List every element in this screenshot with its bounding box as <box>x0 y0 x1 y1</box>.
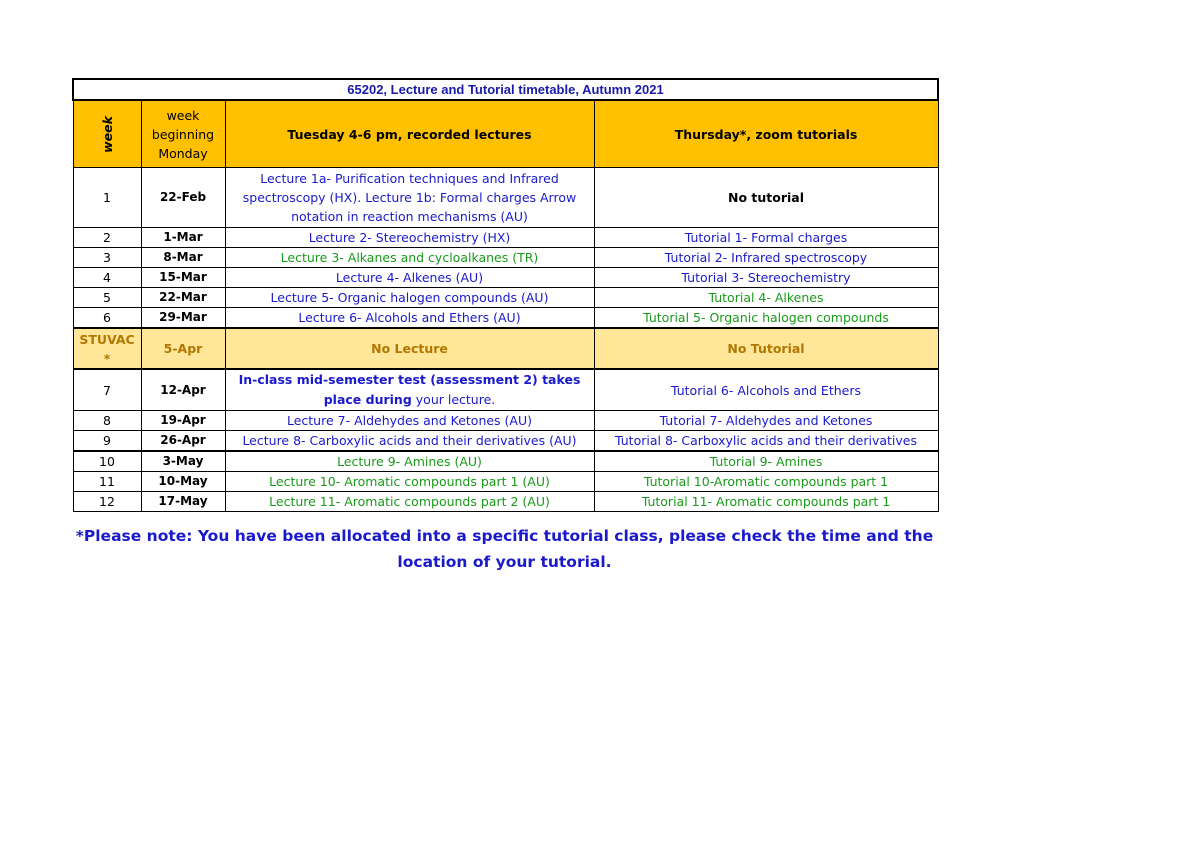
table-row <box>73 288 938 308</box>
table-row <box>73 492 938 512</box>
week-date: 1-Mar <box>141 228 225 248</box>
tutorial-cell: Tutorial 4- Alkenes <box>594 288 938 308</box>
lecture-cell: No Lecture <box>225 328 594 369</box>
lecture-cell: Lecture 11- Aromatic compounds part 2 (AU) <box>225 492 594 512</box>
test-notice-bold: In-class mid-semester test (assessment 2) takes place during <box>238 372 581 407</box>
week-date: 22-Feb <box>141 168 225 228</box>
week-date: 3-May <box>141 451 225 472</box>
lecture-cell: Lecture 5- Organic halogen compounds (AU) <box>225 288 594 308</box>
week-number: STUVAC * <box>73 328 141 369</box>
header-tuesday: Tuesday 4-6 pm, recorded lectures <box>225 100 594 168</box>
tutorial-cell: Tutorial 8- Carboxylic acids and their derivatives <box>594 431 938 452</box>
stuvac-row <box>73 328 938 369</box>
tutorial-cell: Tutorial 9- Amines <box>594 451 938 472</box>
tutorial-cell: Tutorial 2- Infrared spectroscopy <box>594 248 938 268</box>
table-row <box>73 228 938 248</box>
week-number: 1 <box>73 168 141 228</box>
table-row <box>73 411 938 431</box>
table-row <box>73 472 938 492</box>
week-date: 8-Mar <box>141 248 225 268</box>
tutorial-cell: Tutorial 10-Aromatic compounds part 1 <box>594 472 938 492</box>
table-row <box>73 308 938 329</box>
table-row <box>73 248 938 268</box>
week-date: 15-Mar <box>141 268 225 288</box>
tutorial-cell: Tutorial 11- Aromatic compounds part 1 <box>594 492 938 512</box>
week-date: 5-Apr <box>141 328 225 369</box>
test-notice-rest: your lecture. <box>411 392 496 407</box>
timetable-title: 65202, Lecture and Tutorial timetable, Autumn 2021 <box>73 79 938 100</box>
title-row <box>73 79 938 100</box>
week-number: 3 <box>73 248 141 268</box>
header-thursday: Thursday*, zoom tutorials <box>594 100 938 168</box>
lecture-cell: Lecture 8- Carboxylic acids and their derivatives (AU) <box>225 431 594 452</box>
week-date: 19-Apr <box>141 411 225 431</box>
week-number: 7 <box>73 369 141 411</box>
lecture-cell: Lecture 10- Aromatic compounds part 1 (AU) <box>225 472 594 492</box>
tutorial-note: *Please note: You have been allocated into a specific tutorial class, please check the time and the location of your tutorial. <box>75 527 934 571</box>
table-row <box>73 369 938 411</box>
tutorial-cell: Tutorial 6- Alcohols and Ethers <box>594 369 938 411</box>
week-date: 12-Apr <box>141 369 225 411</box>
table-row <box>73 451 938 472</box>
table-row <box>73 168 938 228</box>
lecture-cell: Lecture 1a- Purification techniques and Infrared spectroscopy (HX). Lecture 1b: Formal charges Arrow notation in reaction mechanisms (AU) <box>225 168 594 228</box>
tutorial-cell: Tutorial 1- Formal charges <box>594 228 938 248</box>
week-number: 11 <box>73 472 141 492</box>
week-date: 17-May <box>141 492 225 512</box>
tutorial-cell: No Tutorial <box>594 328 938 369</box>
week-date: 29-Mar <box>141 308 225 329</box>
tutorial-cell: Tutorial 5- Organic halogen compounds <box>594 308 938 329</box>
week-number: 12 <box>73 492 141 512</box>
week-date: 10-May <box>141 472 225 492</box>
lecture-cell: Lecture 7- Aldehydes and Ketones (AU) <box>225 411 594 431</box>
week-number: 5 <box>73 288 141 308</box>
table-row <box>73 431 938 452</box>
header-row <box>73 100 938 168</box>
table-row <box>73 268 938 288</box>
header-week: week <box>73 100 141 168</box>
tutorial-cell: No tutorial <box>594 168 938 228</box>
tutorial-cell: Tutorial 3- Stereochemistry <box>594 268 938 288</box>
week-number: 2 <box>73 228 141 248</box>
lecture-cell: Lecture 2- Stereochemistry (HX) <box>225 228 594 248</box>
week-date: 26-Apr <box>141 431 225 452</box>
lecture-cell: Lecture 9- Amines (AU) <box>225 451 594 472</box>
tutorial-cell: Tutorial 7- Aldehydes and Ketones <box>594 411 938 431</box>
lecture-cell: Lecture 4- Alkenes (AU) <box>225 268 594 288</box>
week-number: 9 <box>73 431 141 452</box>
lecture-cell: Lecture 6- Alcohols and Ethers (AU) <box>225 308 594 329</box>
week-number: 4 <box>73 268 141 288</box>
timetable <box>72 78 939 512</box>
week-number: 8 <box>73 411 141 431</box>
week-date: 22-Mar <box>141 288 225 308</box>
header-week-beginning: week beginning Monday <box>141 100 225 168</box>
week-number: 6 <box>73 308 141 329</box>
lecture-cell <box>225 369 594 411</box>
week-number: 10 <box>73 451 141 472</box>
lecture-cell: Lecture 3- Alkanes and cycloalkanes (TR) <box>225 248 594 268</box>
